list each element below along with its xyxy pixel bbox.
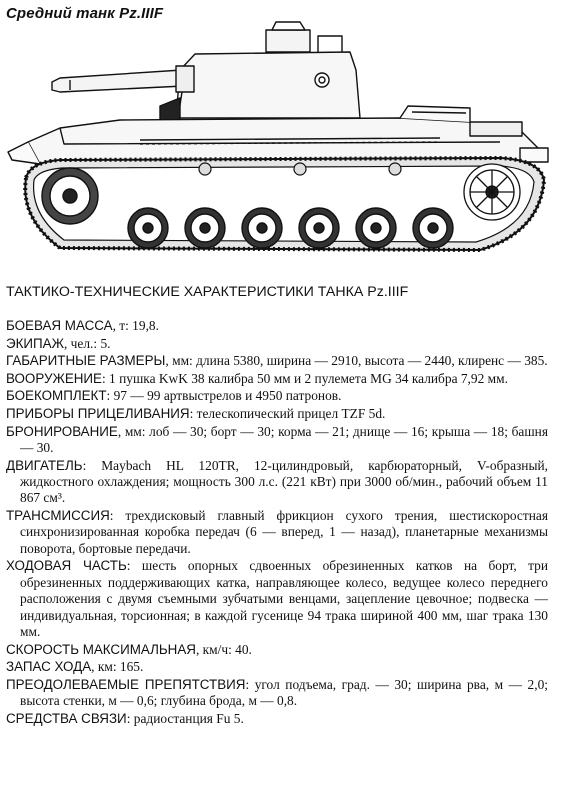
spec-value: : 97 — 99 артвыстрелов и 4950 патронов. [106,388,342,404]
specifications-list [6,318,548,728]
spec-value: , мм: длина 5380, ширина — 2910, высота — 2440, клиренс — 385. [165,353,548,369]
spec-value: , чел.: 5. [63,335,111,351]
spec-value: : 1 пушка KwK 38 калибра 50 мм и 2 пулемета MG 34 калибра 7,92 мм. [101,370,508,386]
spec-key: ТРАНСМИССИЯ [6,507,110,523]
spec-key: ХОДОВАЯ ЧАСТЬ [6,558,127,574]
spec-value: , км/ч: 40. [195,641,252,657]
spec-value: : трехдисковый главный фрикцион сухого трения, шестискоростная синхронизированная коробка передач (6 — вперед, 1 — назад), планетарные механизмы поворота, бортовые передачи. [20,507,548,556]
spec-value: : телескопический прицел TZF 5d. [189,405,386,421]
spec-combat-weight [6,318,548,334]
spec-value: : угол подъема, град. — 30; ширина рва, м — 2,0; высота стенки, м — 0,6; глубина брода, м — 0,8. [20,676,549,709]
spec-range [6,659,548,675]
spec-key: БОЕКОМПЛЕКТ [6,388,107,404]
spec-communications [6,711,548,727]
spec-value: : Maybach HL 120TR, 12-цилиндровый, карбюраторный, V-образный, жидкостного охлаждения; мощность 300 л.с. (221 кВт) при 3000 об/мин., рабочий объем 11 867 см³. [20,457,548,506]
spec-value: , т: 19,8. [112,318,159,333]
spec-key: ЗАПАС ХОДА [6,659,92,675]
spec-key: БРОНИРОВАНИЕ [6,423,118,439]
spec-armament [6,371,548,387]
spec-value: : шесть опорных сдвоенных обрезиненных катков на борт, три обрезиненных поддерживающих катка, направляющее колесо, ведущее колесо переднего расположения с двумя съемными зубчатыми венцами, зацепление цевочное; подвеска — индивидуальная, торсионная; в каждой гусенице 94 трака шириной 400 мм, шаг трака 130 мм. [20,558,549,639]
spec-key: СКОРОСТЬ МАКСИМАЛЬНАЯ [6,641,196,657]
spec-max-speed [6,642,548,658]
spec-value: : радиостанция Fu 5. [126,710,244,726]
spec-transmission [6,508,548,557]
spec-key: ГАБАРИТНЫЕ РАЗМЕРЫ [6,353,166,369]
spec-key: ПРИБОРЫ ПРИЦЕЛИВАНИЯ [6,405,190,421]
spec-value: , мм: лоб — 30; борт — 30; корма — 21; днище — 16; крыша — 18; башня — 30. [20,423,548,455]
specifications-heading: ТАКТИКО-ТЕХНИЧЕСКИЕ ХАРАКТЕРИСТИКИ ТАНКА Pz.IIIF [6,284,409,300]
spec-key: ДВИГАТЕЛЬ [6,457,83,473]
spec-running-gear [6,558,548,640]
tank-side-view-illustration [0,10,564,272]
spec-armor [6,424,548,457]
spec-crew [6,336,548,352]
spec-ammunition [6,388,548,404]
spec-key: ВООРУЖЕНИЕ [6,370,102,386]
spec-dimensions [6,353,548,369]
spec-key: СРЕДСТВА СВЯЗИ [6,710,127,726]
spec-key: ПРЕОДОЛЕВАЕМЫЕ ПРЕПЯТСТВИЯ [6,676,246,692]
spec-key: ЭКИПАЖ [6,335,64,351]
spec-sights [6,406,548,422]
spec-value: , км: 165. [91,659,144,675]
spec-obstacles [6,677,548,710]
spec-engine [6,458,548,507]
spec-key: БОЕВАЯ МАССА [6,318,113,333]
document-title: Средний танк Pz.IIIF [6,5,164,22]
